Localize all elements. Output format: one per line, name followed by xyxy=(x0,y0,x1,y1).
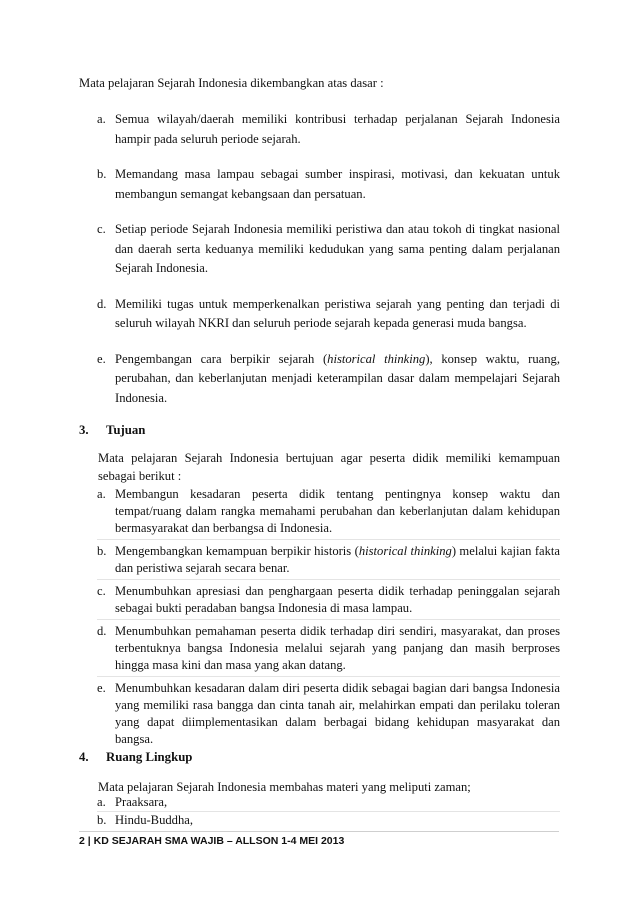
tujuan-list xyxy=(97,486,560,753)
section-heading-tujuan xyxy=(79,423,145,438)
list-label: b. xyxy=(97,813,107,827)
section-heading-ruang-lingkup xyxy=(79,750,192,765)
italic-term: historical thinking xyxy=(358,544,452,558)
list-item xyxy=(97,680,560,750)
list-item xyxy=(97,220,560,280)
section-paragraph: Mata pelajaran Sejarah Indonesia bertujuan agar peserta didik memiliki kemampuan sebagai berikut : xyxy=(98,451,560,483)
section-number: 3. xyxy=(79,423,89,437)
footer-divider xyxy=(79,831,559,832)
list-text: Hindu-Buddha, xyxy=(115,813,194,827)
list-item xyxy=(97,812,560,829)
list-text: Menumbuhkan apresiasi dan penghargaan peserta didik terhadap peninggalan sejarah sebagai bukti peradaban bangsa Indonesia di masa lampau. xyxy=(115,584,560,615)
list-item xyxy=(97,583,560,620)
list-label: e. xyxy=(97,351,106,366)
list-text: Setiap periode Sejarah Indonesia memiliki peristiwa dan atau tokoh di tingkat nasional dan daerah serta keduanya memiliki kedudukan yang sama penting dalam perjalanan Sejarah Indonesia. xyxy=(115,222,560,275)
list-text: Praaksara, xyxy=(115,795,168,809)
list-item xyxy=(97,543,560,580)
list-text: Memandang masa lampau sebagai sumber inspirasi, motivasi, dan kekuatan untuk membangun semangat kebangsaan dan persatuan. xyxy=(115,167,560,201)
list-label: c. xyxy=(97,222,106,236)
intro-paragraph: Mata pelajaran Sejarah Indonesia dikembangkan atas dasar : xyxy=(79,76,384,90)
list-label: e. xyxy=(97,681,106,695)
list-label: d. xyxy=(97,624,107,638)
list-item xyxy=(97,794,560,812)
list-label: b. xyxy=(97,544,107,558)
ruang-lingkup-list xyxy=(97,794,560,829)
section-title: Ruang Lingkup xyxy=(106,750,193,764)
list-item xyxy=(97,165,560,205)
list-label: b. xyxy=(97,167,107,181)
list-item xyxy=(97,350,560,410)
list-label: a. xyxy=(97,487,106,501)
list-item xyxy=(97,486,560,540)
page-footer: 2 | KD SEJARAH SMA WAJIB – ALLSON 1-4 MEI 2013 xyxy=(79,835,345,847)
text-segment: ) melalui kajian fakta dan peristiwa sejarah secara benar. xyxy=(115,544,560,575)
section-paragraph: Mata pelajaran Sejarah Indonesia membahas materi yang meliputi zaman; xyxy=(98,780,471,794)
list-text: Menumbuhkan pemahaman peserta didik terhadap diri sendiri, masyarakat, dan proses terbentuknya bangsa Indonesia melalui sejarah yang panjang dan masih berproses hingga masa kini dan masa yang akan datang. xyxy=(115,624,560,672)
list-text: Menumbuhkan kesadaran dalam diri peserta didik sebagai bagian dari bangsa Indonesia yang memiliki rasa bangga dan cinta tanah air, melahirkan empati dan perilaku toleran yang dapat diimplementasikan dalam berbagai bidang kehidupan masyarakat dan bangsa. xyxy=(115,681,560,746)
text-segment: Mengembangkan kemampuan berpikir historis ( xyxy=(115,544,359,558)
list-text xyxy=(115,543,560,577)
list-text: Memiliki tugas untuk memperkenalkan peristiwa sejarah yang penting dan terjadi di seluruh wilayah NKRI dan seluruh periode sejarah kepada generasi muda bangsa. xyxy=(115,296,560,330)
list-text: Membangun kesadaran peserta didik tentang pentingnya konsep waktu dan tempat/ruang dalam rangka memahami perubahan dan keberlanjutan dalam kehidupan bermasyarakat dan berbangsa di Indonesia. xyxy=(115,487,560,535)
list-label: a. xyxy=(97,112,106,126)
list-item xyxy=(97,110,560,150)
section-number: 4. xyxy=(79,750,89,764)
list-label: a. xyxy=(97,795,106,809)
list-text: Semua wilayah/daerah memiliki kontribusi terhadap perjalanan Sejarah Indonesia hampir pada seluruh periode sejarah. xyxy=(115,112,560,146)
list-item xyxy=(97,295,560,335)
list-text xyxy=(115,350,560,410)
list-label: c. xyxy=(97,584,106,598)
text-segment: Pengembangan cara berpikir sejarah ( xyxy=(115,351,328,366)
text-segment: ), konsep waktu, ruang, perubahan, dan keberlanjutan menjadi keterampilan dasar dalam mempelajari Sejarah Indonesia. xyxy=(115,351,561,405)
list-item xyxy=(97,623,560,677)
section-title: Tujuan xyxy=(106,423,146,437)
list-label: d. xyxy=(97,296,107,311)
basis-list xyxy=(97,110,560,424)
italic-term: historical thinking xyxy=(327,351,426,366)
